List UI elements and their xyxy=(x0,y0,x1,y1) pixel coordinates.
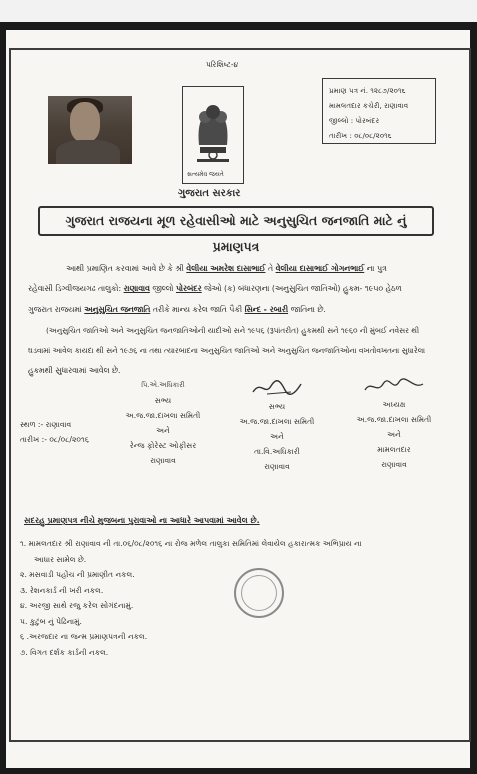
certificate-page xyxy=(6,30,470,768)
ashoka-emblem-icon xyxy=(183,87,243,183)
certificate-number: પ્રમાણ પત્ર નં. ૧૨૮૭/૨૦૧૬ xyxy=(329,86,406,95)
body-line-5: ઘડવામાં આવેલ કાયદા થી સને ૧૯૭૬ ના તથા ત્યારબાદના અનુસુચિત જાતિઓ અને અનુસુચિત જનજાતિઓના વખતોવખતના સુધારેલા xyxy=(28,346,426,355)
top-band xyxy=(0,0,477,22)
office-seal xyxy=(234,568,284,618)
body-line-4: (અનુસુચિત જાતિઓ અને અનુસુચિત જનજાતિઓની યાદીઓ સને ૧૯૫૬ (રૂપાંતરીત) હુકમથી સને ૧૯૬૦ ની મુંબઈ નવેસર થી xyxy=(46,326,420,335)
father-name: વેલીયા દાસાભાઈ ગોગનભાઈ xyxy=(275,264,365,273)
list-item: ૬ .અરજદાર ના જન્મ પ્રમાણપત્રની નકલ. xyxy=(20,632,148,641)
place-label: સ્થળ :- રાણાવાવ xyxy=(20,420,72,429)
applicant-photo xyxy=(48,96,132,164)
list-item: આધાર સામેલ છે. xyxy=(34,554,87,564)
state-emblem xyxy=(182,86,244,184)
tribe-name: સિન્દ - રબારી xyxy=(244,305,289,314)
body-line-2: રહેવાસી ડિગ્વીજયગઢ તાલુકો: રાણાવાવ જીલ્લો પોરબંદર જેઓ (ક) બંધારણના (અનુસુચિત જાતિઓ) હુકમ- ૧૯૫૦ હેઠળ xyxy=(28,284,402,293)
list-item: ૩. રેશનકાર્ડ ની ખરી નકલ. xyxy=(20,585,104,595)
list-item: ૨. મસવાડી પહોંચ ની પ્રમાણીત નકલ. xyxy=(20,570,135,579)
issuing-office: મામલતદાર કચેરી, રાણાવાવ xyxy=(329,101,409,110)
signatory-forest-officer: પિ.એ.અધિકારી સભ્ય અ.જ.જા.દાખલા સમિતી અને રેન્જ ફોરેસ્ટ ઓફીસર રાણાવાવ xyxy=(114,378,212,468)
district-label: જીલ્લો : પોરબંદર xyxy=(329,116,380,125)
list-item: ૧. મામલતદાર શ્રી રાણાવાવ ની તા.૦૬/૦૮/૨૦૧૬ ના રોજ મળેલ તાલુકા સમિતિમાં લેવાયેલ હકારાત્મક અભિપ્રાય ના xyxy=(20,539,362,548)
government-heading: ગુજરાત સરકાર xyxy=(178,188,241,199)
proofs-list xyxy=(20,536,362,660)
list-item: ૫. કુટુંબ નું પેઢિનામું. xyxy=(20,616,82,626)
body-line-3: ગુજરાત રાજયમાં અનુસુચિત જનજાતિ તરીકે માન્ય કરેલ જાતિ પૈકી સિન્દ - રબારી જાતિના છે. xyxy=(28,305,326,314)
proofs-heading: સદરહુ પ્રમાણપત્ર નીચે મુજબના પુરાવાઓ ના આધારે આપવામાં આવેલ છે. xyxy=(24,516,260,525)
signature-mark-icon xyxy=(247,378,307,398)
signatory-development-officer: સભ્ય અ.જ.જા.દાખલા સમિતી અને તા.વિ.અધિકારી રાણાવાવ xyxy=(222,378,332,474)
issue-date: તારીખ : ૦૮/૦૮/૨૦૧૬ xyxy=(329,131,392,140)
body-line-1: આથી પ્રમાણિત કરવામાં આવે છે કે શ્રી વેલીયા અમરેશ દાસાભાઈ તે વેલીયા દાસાભાઈ ગોગનભાઈ ના પુત્ર xyxy=(66,264,387,273)
emblem-caption: સત્યમેવ જયતે xyxy=(187,171,224,178)
signatory-chairman: અધ્યક્ષ અ.જ.જા.દાખલા સમિતી અને મામલતદાર રાણાવાવ xyxy=(336,378,452,472)
list-item: ૪. અરજી સાથે રજુ કરેલ સોગંદનામું. xyxy=(20,601,134,610)
date-label: તારીખ :- ૦૮/૦૮/૨૦૧૬ xyxy=(20,435,89,444)
signature-text: પિ.એ.અધિકારી xyxy=(141,381,185,389)
list-item: ૭. વિગત દર્શક કાર્ડની નકલ. xyxy=(20,647,109,657)
body-line-6: હુકમથી સુધારવામાં આવેલ છે. xyxy=(28,366,121,375)
taluka: રાણાવાવ xyxy=(123,284,150,293)
certificate-info-box xyxy=(322,78,436,144)
applicant-name: વેલીયા અમરેશ દાસાભાઈ xyxy=(186,264,266,273)
certificate-title: ગુજરાત રાજયના મૂળ રહેવાસીઓ માટે અનુસુચિત જનજાતિ માટે નું પ્રમાણપત્ર xyxy=(38,206,434,236)
appendix-label: પરિશિષ્ટ-૪ xyxy=(206,60,239,69)
district: પોરબંદર xyxy=(175,284,202,293)
signature-mark-icon xyxy=(361,378,427,396)
